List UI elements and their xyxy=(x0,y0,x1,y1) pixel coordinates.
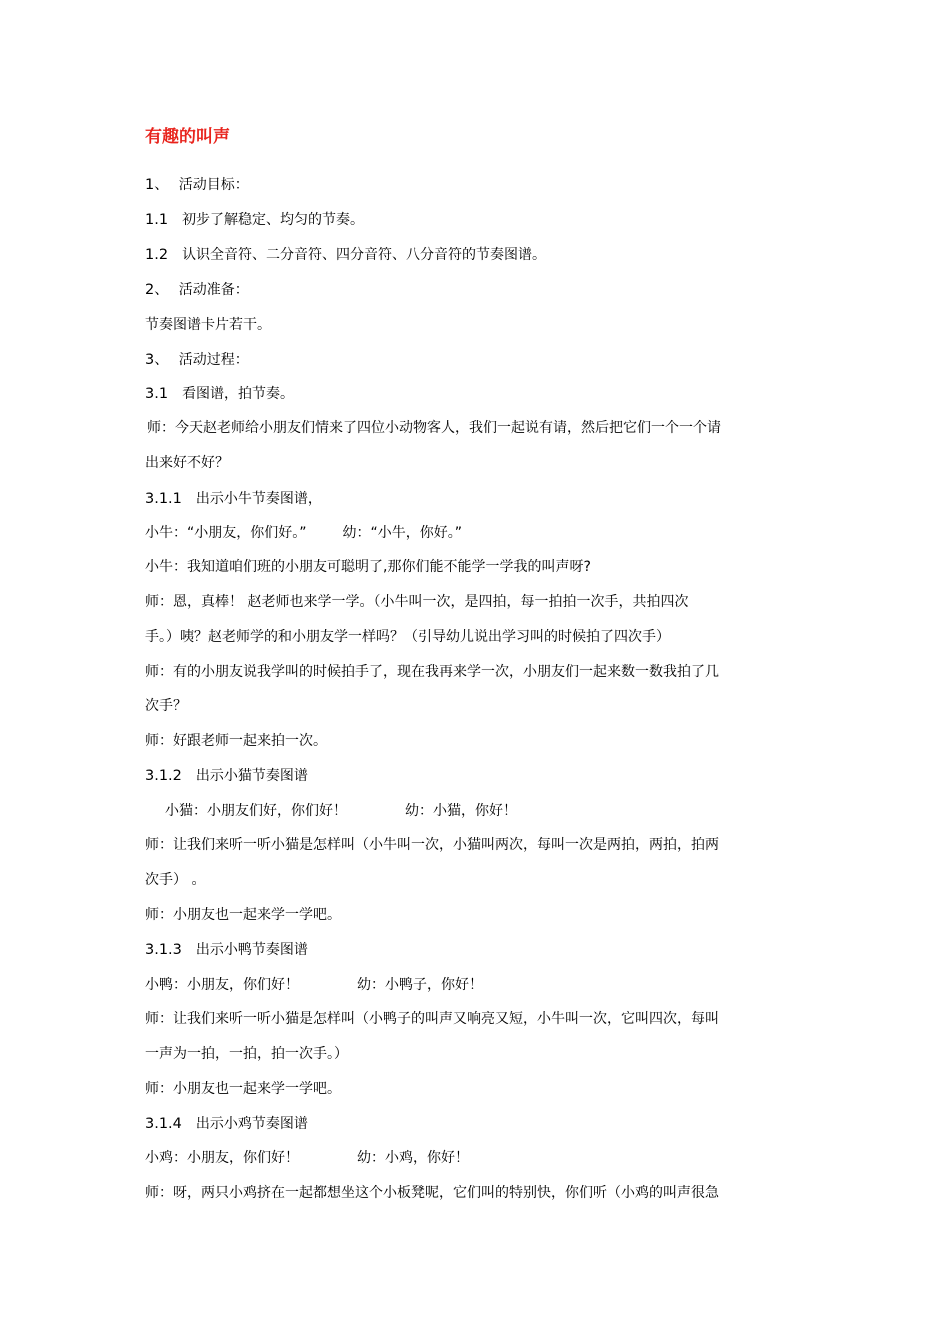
paragraph-line: 出来好不好？ xyxy=(145,455,229,471)
paragraph-line: 师：好跟老师一起来拍一次。 xyxy=(145,733,327,749)
dialogue-speaker-a: 小牛：“小朋友，你们好。” xyxy=(145,525,307,541)
item-text: 初步了解稳定、均匀的节奏。 xyxy=(182,212,365,228)
dialogue-line xyxy=(145,1146,469,1170)
section-text: 活动准备： xyxy=(178,282,249,298)
paragraph-line: 手。）咦？赵老师学的和小朋友学一样吗？（引导幼儿说出学习叫的时候拍了四次手） xyxy=(145,629,670,645)
item-number: 3.1 xyxy=(145,386,169,402)
item-text: 出示小猫节奏图谱 xyxy=(195,768,308,784)
section-number: 2、 xyxy=(145,282,169,298)
section-number: 1、 xyxy=(145,177,169,193)
paragraph-line: 师：恩，真棒！ 赵老师也来学一学。（小牛叫一次，是四拍，每一拍拍一次手，共拍四次 xyxy=(145,594,689,610)
item-text: 出示小鸡节奏图谱 xyxy=(195,1116,308,1132)
section-text: 活动过程： xyxy=(178,352,249,368)
item-1-2 xyxy=(145,243,546,267)
paragraph-line: 师：呀，两只小鸡挤在一起都想坐这个小板凳呢，它们叫的特别快，你们听（小鸡的叫声很急 xyxy=(145,1185,719,1201)
paragraph-line: 次手） 。 xyxy=(145,872,206,888)
item-number: 3.1.1 xyxy=(145,491,182,507)
paragraph-line: 师：让我们来听一听小猫是怎样叫（小牛叫一次，小猫叫两次，每叫一次是两拍，两拍，拍两 xyxy=(145,837,719,853)
section-2-heading xyxy=(145,278,249,302)
dialogue-line xyxy=(165,799,517,823)
dialogue-speaker-b: 幼：小鸭子，你好！ xyxy=(357,977,483,993)
section-1-heading xyxy=(145,173,249,197)
dialogue-line xyxy=(145,521,462,545)
item-text: 出示小牛节奏图谱， xyxy=(195,491,322,507)
item-text: 认识全音符、二分音符、四分音符、八分音符的节奏图谱。 xyxy=(182,247,547,263)
dialogue-speaker-a: 小鸭：小朋友，你们好！ xyxy=(145,977,299,993)
dialogue-speaker-b: 幼：“小牛，你好。” xyxy=(342,525,463,541)
paragraph-line: 一声为一拍，一拍，拍一次手。） xyxy=(145,1046,348,1062)
section-text: 活动目标： xyxy=(178,177,249,193)
item-number: 1.1 xyxy=(145,212,169,228)
paragraph-line: 师：今天赵老师给小朋友们情来了四位小动物客人，我们一起说有请，然后把它们一个一个请 xyxy=(147,420,721,436)
item-1-1 xyxy=(145,208,364,232)
dialogue-speaker-a: 小鸡：小朋友，你们好！ xyxy=(145,1150,299,1166)
paragraph-line: 师：有的小朋友说我学叫的时候拍手了，现在我再来学一次，小朋友们一起来数一数我拍了几 xyxy=(145,664,719,680)
item-3-1-1 xyxy=(145,487,322,511)
item-number: 1.2 xyxy=(145,247,169,263)
paragraph-line: 师：小朋友也一起来学一学吧。 xyxy=(145,1081,341,1097)
paragraph-line: 师：小朋友也一起来学一学吧。 xyxy=(145,907,341,923)
item-3-1-3 xyxy=(145,938,308,962)
item-3-1-2 xyxy=(145,764,308,788)
document-title: 有趣的叫声 xyxy=(145,127,230,147)
dialogue-speaker-a: 小猫：小朋友们好，你们好！ xyxy=(165,803,347,819)
dialogue-speaker-b: 幼：小鸡，你好！ xyxy=(357,1150,469,1166)
item-number: 3.1.2 xyxy=(145,768,182,784)
item-3-1 xyxy=(145,382,294,406)
item-text: 出示小鸭节奏图谱 xyxy=(195,942,308,958)
paragraph-line: 小牛：我知道咱们班的小朋友可聪明了,那你们能不能学一学我的叫声呀? xyxy=(145,559,591,575)
section-3-heading xyxy=(145,348,249,372)
item-number: 3.1.4 xyxy=(145,1116,182,1132)
paragraph-line: 次手？ xyxy=(145,698,187,714)
item-number: 3.1.3 xyxy=(145,942,182,958)
section-number: 3、 xyxy=(145,352,169,368)
preparation-text: 节奏图谱卡片若干。 xyxy=(145,317,271,333)
item-text: 看图谱，拍节奏。 xyxy=(182,386,295,402)
paragraph-line: 师：让我们来听一听小猫是怎样叫（小鸭子的叫声又响亮又短，小牛叫一次，它叫四次，每叫 xyxy=(145,1011,719,1027)
dialogue-speaker-b: 幼：小猫，你好！ xyxy=(405,803,517,819)
item-3-1-4 xyxy=(145,1112,308,1136)
dialogue-line xyxy=(145,973,483,997)
